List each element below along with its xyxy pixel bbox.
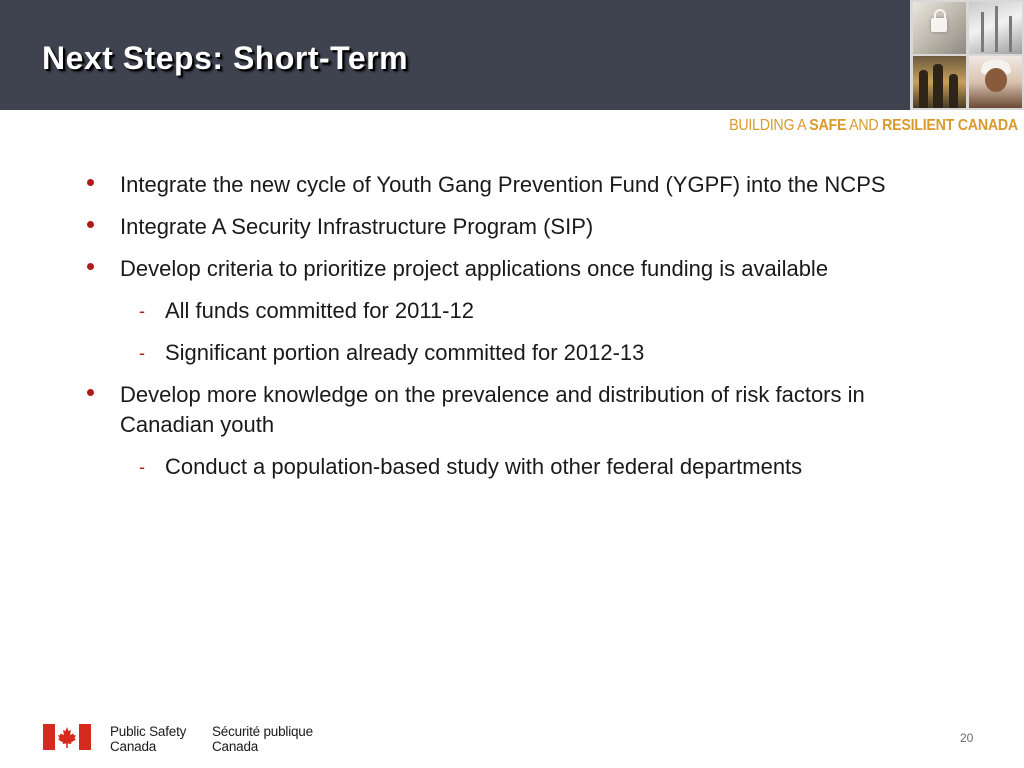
dash-marker: - [139,457,145,477]
photo-child-image [969,56,1022,108]
photo-lock-image [913,2,966,54]
bullet-dot-icon [87,389,94,396]
sub-list-item: - All funds committed for 2011-12 [85,296,945,326]
list-item: Develop more knowledge on the prevalence and distribution of risk factors in Canadian youth [85,380,945,440]
canada-flag-icon [43,724,91,750]
slide-header-bar [0,0,910,110]
department-name-french: Sécurité publique Canada [212,724,313,754]
bullet-dot-icon [87,263,94,270]
bullet-dot-icon [87,179,94,186]
sub-list-item: - Significant portion already committed for 2012-13 [85,338,945,368]
list-item: Integrate the new cycle of Youth Gang Prevention Fund (YGPF) into the NCPS [85,170,945,200]
sub-list-item: - Conduct a population-based study with other federal departments [85,452,945,482]
photo-crowd-image [913,56,966,108]
photo-winter-trees-image [969,2,1022,54]
dash-marker: - [139,301,145,321]
department-name-english: Public Safety Canada [110,724,187,754]
dash-marker: - [139,343,145,363]
tagline: BUILDING A SAFE AND RESILIENT CANADA [729,117,1018,134]
list-item: Develop criteria to prioritize project applications once funding is available [85,254,945,284]
header-photo-collage [910,0,1024,110]
list-item: Integrate A Security Infrastructure Program (SIP) [85,212,945,242]
page-number: 20 [960,731,974,745]
lock-icon [931,18,947,32]
bullet-dot-icon [87,221,94,228]
slide-content-list [85,170,945,494]
slide-title: Next Steps: Short-Term [42,40,409,76]
